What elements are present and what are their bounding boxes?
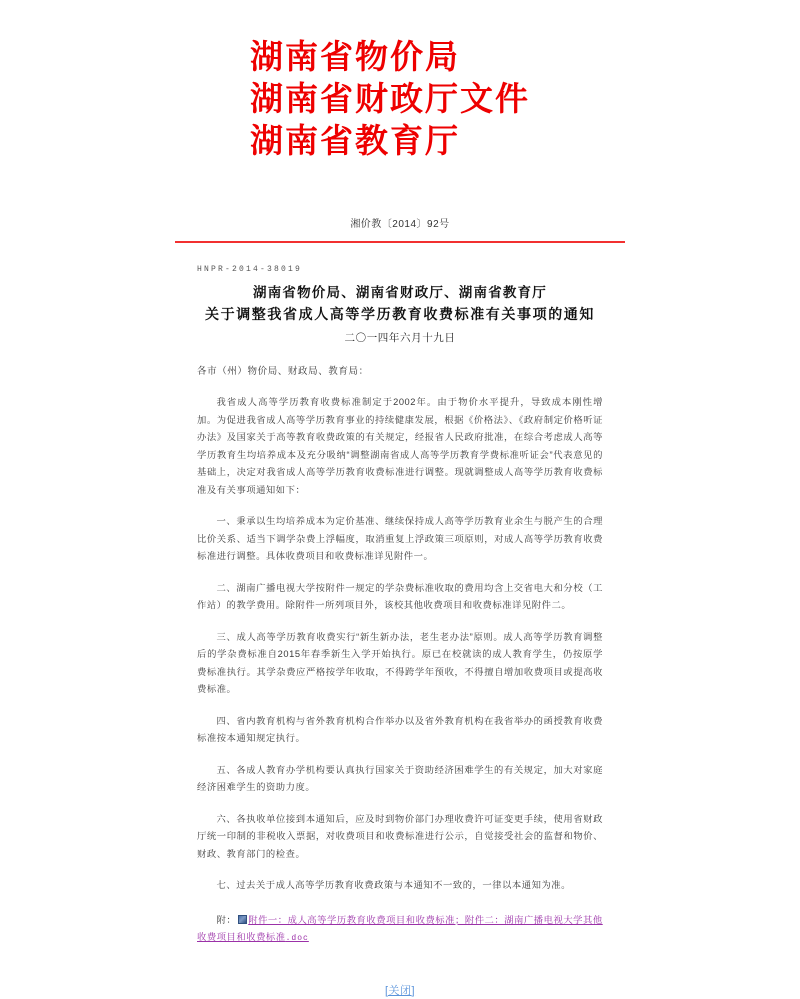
attachment-label: 附： [216,914,237,925]
document-content [0,265,800,947]
paragraph-item-6: 六、各执收单位接到本通知后，应及时到物价部门办理收费许可证变更手续，使用省财政厅统一印制的非税收入票据，对收费项目和收费标准进行公示，自觉接受社会的监督和物价、财政、教育部门的检查。 [197,813,603,859]
attachment-file-icon [238,915,247,924]
paragraph-item-2: 二、湖南广播电视大学按附件一规定的学杂费标准收取的费用均含上交省电大和分校（工作站）的教学费用。除附件一所列项目外，该校其他收费项目和收费标准详见附件二。 [197,582,603,610]
attachment-extension[interactable]: .doc [285,933,309,943]
attachment-link[interactable]: 附件一：成人高等学历教育收费项目和收费标准；附件二：湖南广播电视大学其他收费项目和收费标准 [197,914,603,942]
paragraph-item-3: 三、成人高等学历教育收费实行“新生新办法，老生老办法”原则。成人高等学历教育调整后的学杂费标准自2015年春季新生入学开始执行。原已在校就读的成人教育学生，仍按原学费标准执行。其学杂费应严格按学年收取，不得跨学年预收，不得擅自增加收费项目或提高收费标准。 [197,631,603,694]
paragraph-item-7: 七、过去关于成人高等学历教育收费政策与本通知不一致的，一律以本通知为准。 [216,880,572,890]
masthead-line-3: 湖南省教育厅 [250,121,460,160]
paragraph-item-1: 一、秉承以生均培养成本为定价基准、继续保持成人高等学历教育业余生与脱产生的合理比价关系、适当下调学杂费上浮幅度，取消重复上浮政策三项原则，对成人高等学历教育收费标准进行调整。具体收费项目和收费标准详见附件一。 [197,516,603,561]
masthead-line-1: 湖南省物价局 [250,37,460,76]
document-date: 二〇一四年六月十九日 [344,332,456,344]
document-number-row [0,214,800,232]
close-link[interactable]: [关闭] [384,984,416,997]
document-code: HNPR-2014-38019 [197,265,303,274]
salutation: 各市（州）物价局、财政局、教育局： [197,366,369,377]
close-row [0,981,800,999]
paragraph-intro: 我省成人高等学历教育收费标准制定于2002年。由于物价水平提升，导致成本刚性增加。为促进我省成人高等学历教育事业的持续健康发展，根据《价格法》、《政府制定价格听证办法》及国家关于高等教育收费政策的有关规定，经报省人民政府批准，在综合考虑成人高等学历教育生均培养成本及充分吸纳“调整湖南省成人高等学历教育学费标准听证会”代表意见的基础上，决定对我省成人高等学历教育收费标准进行调整。现就调整成人高等学历教育收费标准及有关事项通知如下： [197,397,603,495]
page-title-line-2: 关于调整我省成人高等学历教育收费标准有关事项的通知 [205,307,595,323]
red-divider-wrapper [0,241,800,243]
red-divider [175,241,625,243]
page-title-line-1: 湖南省物价局、湖南省财政厅、湖南省教育厅 [253,285,547,301]
paragraph-item-5: 五、各成人教育办学机构要认真执行国家关于资助经济困难学生的有关规定，加大对家庭经济困难学生的资助力度。 [197,764,603,792]
masthead-line-2: 湖南省财政厅文件 [250,79,530,118]
masthead [0,0,800,162]
paragraph-item-4: 四、省内教育机构与省外教育机构合作举办以及省外教育机构在我省举办的函授教育收费标准按本通知规定执行。 [197,715,603,743]
attachment-block [197,912,603,947]
title-block [197,283,603,346]
document-number: 湘价教〔2014〕92号 [350,219,450,230]
